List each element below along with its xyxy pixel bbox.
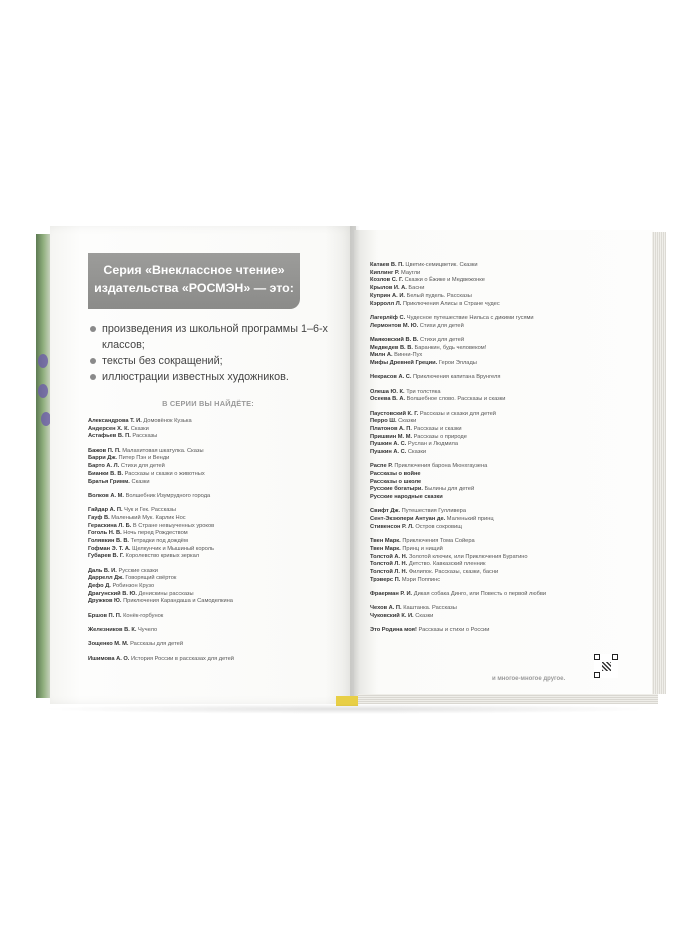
author-name: Стивенсон Р. Л. [370, 523, 414, 530]
series-banner [88, 253, 300, 309]
author-name: Дефо Д. [88, 583, 111, 590]
book-title: Детство. Кавказский пленник [408, 561, 486, 568]
book-title: Приключения Алисы в Стране чудес [402, 300, 500, 307]
author-name: Железников В. К. [88, 627, 137, 634]
list-item [370, 516, 640, 524]
author-name: Бианки В. В. [88, 470, 124, 477]
author-name: Свифт Дж. [370, 508, 401, 515]
book-title: Сказки [407, 449, 426, 456]
list-item [88, 538, 338, 546]
book-title: В Стране невыученных уроков [132, 522, 215, 529]
book-title: Денискины рассказы [138, 590, 194, 597]
author-name: Толстой Л. Н. [370, 568, 408, 575]
list-item [88, 553, 338, 561]
book-title: Конёк-горбунок [123, 612, 164, 619]
author-name: Волков А. М. [88, 492, 124, 499]
author-name: Гайдар А. П. [88, 507, 123, 514]
author-name: Кэрролл Л. [370, 300, 402, 307]
book-title: Чучело [138, 627, 158, 634]
book-title: Волшебное слово. Рассказы и сказки [406, 396, 506, 403]
author-name: Трэверс П. [370, 576, 401, 583]
list-item [88, 583, 338, 591]
author-name: Пушкин А. С. [370, 441, 407, 448]
author-name: Твен Марк. [370, 545, 401, 552]
author-name: Дружков Ю. [88, 598, 122, 605]
qr-code-icon[interactable] [594, 654, 618, 678]
author-name: Пушкин А. С. [370, 449, 407, 456]
book-title: Приключения барона Мюнхгаузена [394, 463, 488, 470]
list-item [88, 591, 338, 599]
book-title: Маугли [401, 269, 421, 276]
book-title: Рассказы и сказки для детей [419, 410, 496, 417]
author-name: Толстой Л. Н. [370, 561, 408, 568]
list-item [370, 389, 640, 397]
list-item [370, 627, 640, 635]
list-item [370, 396, 640, 404]
book-title: Дикая собака Динго, или Повесть о первой любви [413, 590, 547, 597]
book-title: Мэри Поппинс [401, 576, 441, 583]
flower-decoration [38, 354, 48, 368]
list-item [370, 508, 640, 516]
list-item [370, 315, 640, 323]
author-name: Куприн А. И. [370, 292, 405, 299]
author-name: Чуковский К. И. [370, 612, 414, 619]
banner-line-2: издательства «РОСМЭН» — это: [94, 281, 294, 295]
list-item [370, 605, 640, 613]
author-name: Гауф В. [88, 514, 110, 521]
list-item [370, 486, 640, 494]
list-item [370, 293, 640, 301]
list-item [88, 515, 338, 523]
book-title: Басни [408, 285, 425, 292]
author-name: Паустовский К. Г. [370, 410, 419, 417]
book-title: Малахитовая шкатулка. Сказы [122, 447, 204, 454]
book-title: Остров сокровищ [415, 523, 462, 530]
list-item [88, 656, 338, 664]
author-name: Милн А. [370, 352, 393, 359]
list-item [88, 598, 338, 606]
book-title: Принц и нищий [402, 545, 443, 552]
book-title: Русские сказки [118, 567, 158, 574]
book-list-right [370, 262, 640, 635]
author-name: Даррелл Дж. [88, 575, 124, 582]
author-name: Даль В. И. [88, 567, 117, 574]
feature-item: произведения из школьной программы 1–6-х классов; [88, 321, 348, 353]
author-name: Козлов С. Г. [370, 277, 404, 284]
book-title: Приключения Карандаша и Самоделкина [123, 598, 233, 605]
list-item [88, 641, 338, 649]
author-name: Зощенко М. М. [88, 641, 129, 648]
page-edges-bottom [358, 694, 658, 704]
list-item [370, 471, 640, 479]
book-title: Сказки о Ёжике и Медвежонке [404, 277, 485, 284]
book-title: Рассказы о природе [413, 433, 467, 440]
book-title: Сказки [415, 612, 434, 619]
book-title: Чудесное путешествие Нильса с дикими гусями [406, 314, 534, 321]
list-item [88, 479, 338, 487]
book-title: Сказки [130, 425, 149, 432]
book-title: Ночь перед Рождеством [123, 530, 188, 537]
author-name: Чехов А. П. [370, 605, 402, 612]
book-title: Приключения Тома Сойера [402, 538, 475, 545]
author-name: Некрасов А. С. [370, 374, 412, 381]
author-name: Голявкин В. В. [88, 537, 130, 544]
author-name: Это Родина моя! [370, 627, 417, 634]
book-title: Золотой ключик, или Приключения Буратино [408, 553, 528, 560]
book-title: Рассказы и сказки о животных [124, 470, 205, 477]
list-item [370, 426, 640, 434]
list-item [370, 418, 640, 426]
book-title: Каштанка. Рассказы [403, 605, 457, 612]
list-item [370, 577, 640, 585]
book-title: Стихи для детей [419, 322, 464, 329]
book-title: Сказки [131, 478, 150, 485]
author-name: Перро Ш. [370, 418, 397, 425]
author-name: Андерсен Х. К. [88, 425, 130, 432]
author-name: Сент-Экзюпери Антуан де. [370, 516, 446, 523]
list-item [370, 434, 640, 442]
author-name: Губарев В. Г. [88, 553, 124, 560]
list-item [370, 591, 640, 599]
book-title: Сказки [398, 418, 417, 425]
list-item [88, 575, 338, 583]
list-item [88, 418, 338, 426]
book-title: История России в рассказах для детей [130, 655, 234, 662]
book-title: Руслан и Людмила [407, 441, 459, 448]
list-item [370, 323, 640, 331]
book-title: Волшебник Изумрудного города [125, 492, 211, 499]
page-edges-right [652, 232, 666, 694]
book-title: Стихи для детей [120, 463, 165, 470]
author-name: Братья Гримм. [88, 478, 130, 485]
book-title: Маленький принц [446, 516, 494, 523]
list-item [88, 433, 338, 441]
book-shadow [40, 704, 660, 714]
flower-decoration [38, 384, 48, 398]
list-item [370, 449, 640, 457]
list-item [370, 524, 640, 532]
book-title: Цветик-семицветик. Сказки [405, 262, 478, 268]
book-title: Домовёнок Кузька [143, 418, 192, 424]
author-name: Гераскина Л. Б. [88, 522, 132, 529]
list-item [370, 301, 640, 309]
list-item [88, 627, 338, 635]
footer-note: и многое-многое другое. [492, 676, 566, 682]
author-name: Олеша Ю. К. [370, 388, 405, 395]
author-name: Фраерман Р. И. [370, 590, 413, 597]
open-book [36, 226, 666, 706]
list-item [370, 441, 640, 449]
book-title: Королевство кривых зеркал [125, 553, 200, 560]
list-item [370, 538, 640, 546]
list-item [370, 569, 640, 577]
book-title: Белый пудель. Рассказы [406, 292, 472, 299]
list-item [88, 613, 338, 621]
author-name: Маяковский В. В. [370, 336, 419, 343]
author-name: Рассказы о школе [370, 478, 422, 485]
book-title: Рассказы и стихи о России [418, 627, 490, 634]
author-name: Лермонтов М. Ю. [370, 322, 419, 329]
list-item [370, 277, 640, 285]
author-name: Ишимова А. О. [88, 655, 130, 662]
book-title: Былины для детей [424, 486, 475, 493]
series-heading: В СЕРИИ ВЫ НАЙДЁТЕ: [162, 399, 254, 408]
author-name: Твен Марк. [370, 538, 401, 545]
author-name: Распе Р. [370, 463, 393, 470]
book-title: Три толстяка [406, 388, 441, 395]
book-title: Рассказы и сказки [413, 425, 462, 432]
author-name: Пришвин М. М. [370, 433, 413, 440]
book-title: Рассказы для детей [130, 641, 183, 648]
book-title: Баранкин, будь человеком! [414, 344, 487, 351]
list-item [88, 507, 338, 515]
author-name: Толстой А. Н. [370, 553, 408, 560]
list-item [88, 530, 338, 538]
author-name: Осеева В. А. [370, 396, 406, 403]
book-title: Тетрадки под дождём [130, 537, 188, 544]
list-item [370, 463, 640, 471]
author-name: Гофман Э. Т. А. [88, 545, 131, 552]
list-item [370, 285, 640, 293]
author-name: Бажов П. П. [88, 447, 121, 454]
list-item [88, 463, 338, 471]
list-item [370, 374, 640, 382]
book-title: Приключения капитана Врунгеля [413, 374, 501, 381]
book-list-left [88, 418, 338, 663]
list-item [370, 561, 640, 569]
author-name: Гоголь Н. В. [88, 530, 122, 537]
list-item [370, 411, 640, 419]
features-list [88, 321, 348, 385]
author-name: Крылов И. А. [370, 285, 407, 292]
book-title: Винни-Пух [394, 352, 423, 359]
book-title: Робинзон Крузо [112, 583, 155, 590]
book-title: Маленький Мук. Карлик Нос [111, 514, 186, 521]
banner-line-1: Серия «Внеклассное чтение» [103, 263, 285, 277]
list-item [88, 448, 338, 456]
list-item [370, 345, 640, 353]
book-title: Щелкунчик и Мышиный король [132, 545, 214, 552]
author-name: Александрова Т. И. [88, 418, 142, 424]
list-item [370, 613, 640, 621]
list-item [370, 352, 640, 360]
author-name: Драгунский В. Ю. [88, 590, 137, 597]
author-name: Киплинг Р. [370, 269, 400, 276]
list-item [88, 455, 338, 463]
book-title: Герои Эллады [438, 359, 477, 366]
author-name: Барри Дж. [88, 455, 117, 462]
list-item [88, 523, 338, 531]
book-title: Рассказы [132, 433, 158, 440]
author-name: Медведев В. В. [370, 344, 413, 351]
book-title: Питер Пэн и Венди [118, 455, 170, 462]
author-name: Мифы Древней Греции. [370, 359, 438, 366]
author-name: Ершов П. П. [88, 612, 122, 619]
spine-shadow [350, 226, 360, 706]
feature-item: тексты без сокращений; [88, 353, 348, 369]
author-name: Русские народные сказки [370, 494, 443, 501]
author-name: Рассказы о войне [370, 471, 421, 478]
list-item [370, 262, 640, 270]
list-item [370, 337, 640, 345]
author-name: Платонов А. П. [370, 425, 412, 432]
author-name: Русские богатыри. [370, 486, 423, 493]
list-item [88, 471, 338, 479]
list-item [370, 360, 640, 368]
author-name: Барто А. Л. [88, 463, 120, 470]
book-title: Чук и Гек. Рассказы [124, 507, 177, 514]
feature-item: иллюстрации известных художников. [88, 369, 348, 385]
author-name: Катаев В. П. [370, 262, 404, 268]
book-title: Говорящий свёрток [125, 575, 177, 582]
list-item [370, 546, 640, 554]
list-item [88, 493, 338, 501]
author-name: Астафьев В. П. [88, 433, 131, 440]
book-title: Стихи для детей [420, 336, 464, 343]
book-title: Путешествия Гулливера [401, 508, 466, 515]
book-title: Филипок. Рассказы, сказки, басни [408, 568, 499, 575]
author-name: Лагерлёф С. [370, 314, 406, 321]
list-item [370, 494, 640, 502]
